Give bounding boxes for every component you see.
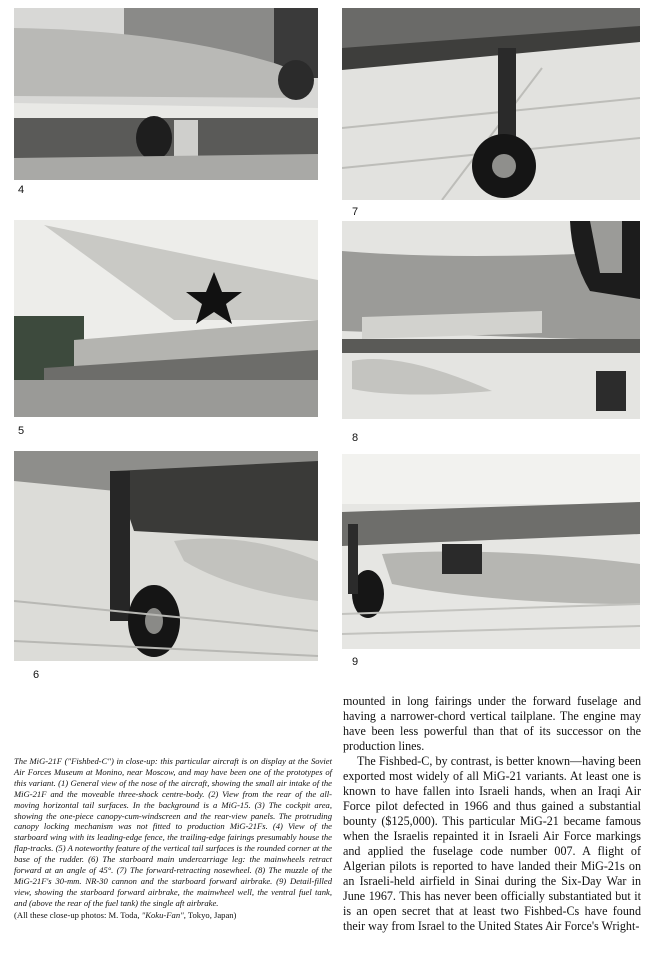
caption-text: The MiG-21F ("Fishbed-C") in close-up: this particular aircraft is on display at the Soviet Air Forces Museum at Monino, near Moscow, and may have been one of the prototypes of this variant. (1) General view of the nose of the aircraft, showing the small air intake of the MiG-21F and the moveable three-shock centre-body. (2) View from the rear of the all-moving horizontal tail surfaces. In the background is a MiG-15. (3) The cockpit area, showing the one-piece canopy-cum-windscreen and the rear-view panels. The protruding canopy locking mechanism was not fitted to production MiG-21Fs. (4) View of the starboard wing with its leading-edge fence, the trailing-edge fairings presumably house the flap-tracks. (5) A noteworthy feature of the vertical tail surfaces is the rounded corner at the base of the rudder. (6) The starboard main undercarriage leg: the mainwheels retract forward at an angle of 45°. (7) The forward-retracting nosewheel. (8) The muzzle of the MiG-21F's 30-mm. NR-30 cannon and the starboard forward airbrake. (9) Detail-filled view, showing the starboard forward airbrake, the mainwheel well, the ventral fuel tank, and (above the rear of the fuel tank) the single aft airbrake.: [14, 756, 332, 908]
credit-source: "Koku-Fan": [141, 909, 184, 920]
photo-credit: [14, 910, 332, 921]
photo-6-main-undercarriage: [14, 451, 318, 661]
credit-prefix: (All these close-up photos: M. Toda,: [14, 909, 142, 920]
body-paragraph: mounted in long fairings under the forward fuselage and having a narrower-chord vertical tailplane. The engine may have been less powerful than that of its successor on the production lines.: [343, 694, 641, 753]
figure-number: 9: [352, 656, 359, 668]
figure-number: 5: [18, 425, 25, 437]
article-body: [343, 694, 641, 934]
figure-number: 7: [352, 206, 359, 218]
photo-5-tail: [14, 220, 318, 417]
photo-7-nosewheel: [342, 8, 640, 200]
figure-number: 6: [33, 669, 40, 681]
credit-suffix: , Tokyo, Japan): [183, 909, 237, 920]
photo-8-cannon: [342, 221, 640, 419]
photo-4-wing-view: [14, 8, 318, 180]
photo-caption: [14, 756, 332, 921]
figure-number: 4: [18, 184, 25, 196]
body-paragraph: The Fishbed-C, by contrast, is better known—having been exported most widely of all MiG-21 variants. At least one is known to have fallen into Israeli hands, when an Iraqi Air Force pilot defected in 1966 and thus gained a substantial bounty ($125,000). This particular MiG-21 became famous when the Israelis repainted it in Israeli Air Force markings and applied the fuselage code number 007. A flight of Algerian pilots is reported to have landed their MiG-21s on an Israeli-held airfield in Sinai during the Six-Day War in June 1967. This has never been officially substantiated but it is an open secret that at least two Fishbed-Cs have found their way from Israel to the United States Air Force's Wright-: [343, 754, 641, 933]
photo-9-airbrake-detail: [342, 454, 640, 649]
figure-number: 8: [352, 432, 359, 444]
